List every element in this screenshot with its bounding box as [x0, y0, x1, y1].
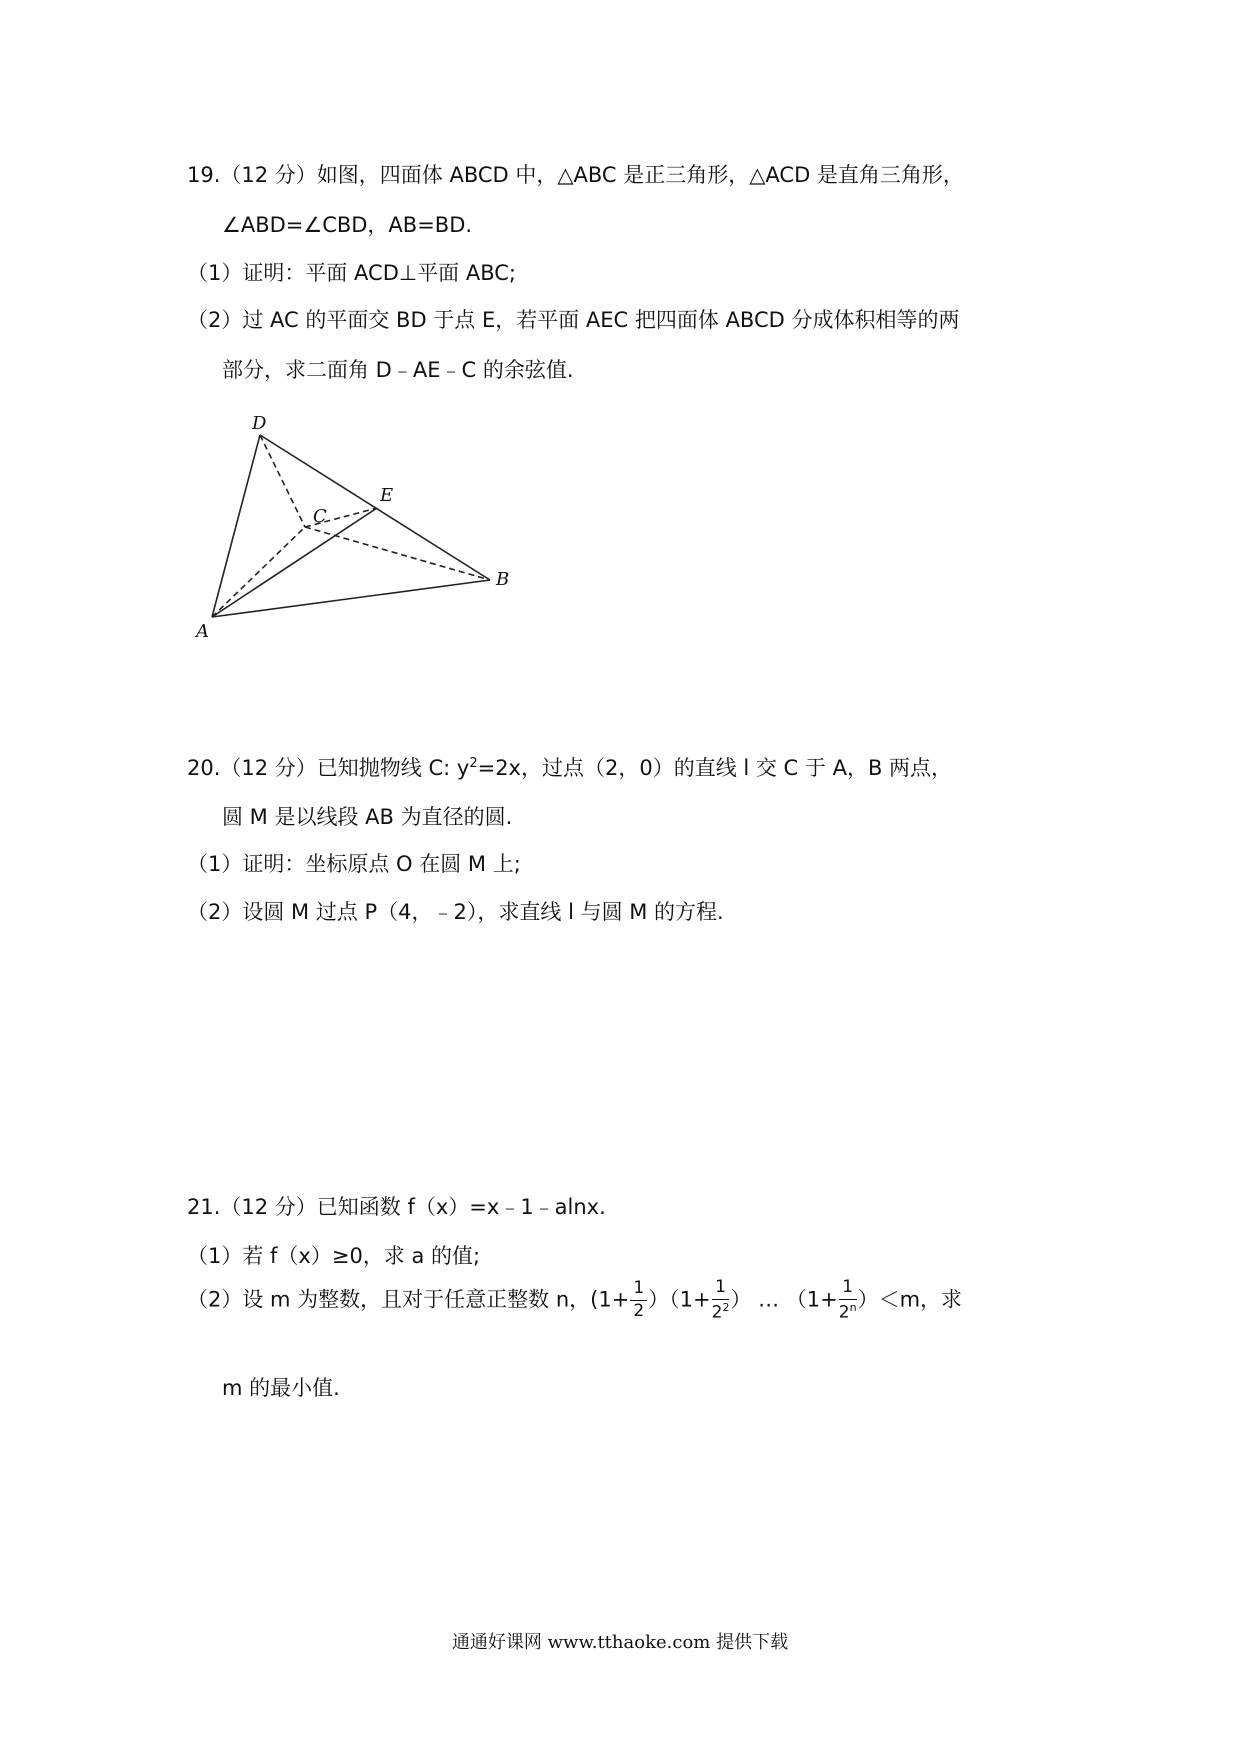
footer-source: 通通好课网 www.tthaoke.com 提供下载: [451, 1632, 789, 1653]
q20-stem-a: 20.（12 分）已知抛物线 C: y: [187, 756, 470, 780]
term1-open: (1+: [590, 1287, 630, 1312]
tetrahedron-figure: [180, 405, 540, 645]
q19-part1: （1）证明：平面 ACD⊥平面 ABC;: [187, 261, 516, 285]
q19-stem-cont: ∠ABD=∠CBD，AB=BD.: [222, 213, 473, 237]
q20-stem-sup: 2: [469, 756, 478, 771]
edge-db: [260, 435, 490, 580]
q21-part2-tail: ＜m，求: [878, 1287, 963, 1312]
q20-part1: （1）证明：坐标原点 O 在圆 M 上;: [187, 852, 521, 876]
q20-stem-b: =2x，过点（2，0）的直线 l 交 C 于 A，B 两点，: [477, 756, 953, 780]
edge-ab: [212, 580, 490, 617]
label-a: A: [196, 621, 209, 642]
q21-part1: （1）若 f（x）≥0，求 a 的值;: [187, 1244, 481, 1268]
fraction-1-over-2-power-n: $\frac{1}{2^n}$: [838, 1277, 857, 1323]
label-c: C: [313, 506, 327, 527]
label-b: B: [496, 569, 510, 590]
q19-stem: 19.（12 分）如图，四面体 ABCD 中，△ABC 是正三角形，△ACD 是直角三角形，: [187, 163, 964, 187]
label-d: D: [252, 413, 267, 434]
term3-close: ）: [857, 1287, 879, 1312]
edge-cb: [305, 527, 490, 580]
ellipsis: …: [751, 1287, 786, 1312]
q20-part2: （2）设圆 M 过点 P（4，﹣2），求直线 l 与圆 M 的方程.: [187, 900, 724, 924]
term2-open: （1+: [669, 1287, 711, 1312]
term2-close: ）: [730, 1287, 752, 1312]
q21-part2: [187, 1279, 962, 1322]
q21-stem: 21.（12 分）已知函数 f（x）=x﹣1﹣alnx.: [187, 1195, 606, 1219]
q20-stem: [187, 757, 952, 779]
q20-stem-cont: 圆 M 是以线段 AB 为直径的圆.: [222, 805, 513, 829]
term3-open: （1+: [785, 1287, 838, 1312]
fraction-1-over-2: $\frac{1}{2}$: [630, 1280, 647, 1321]
fraction-1-over-2-squared: $\frac{1}{2^2}$: [711, 1277, 730, 1323]
edge-ac: [212, 527, 305, 617]
q19-part2: （2）过 AC 的平面交 BD 于点 E，若平面 AEC 把四面体 ABCD 分成体积相等的两: [187, 308, 960, 332]
q21-part2-lead: （2）设 m 为整数，且对于任意正整数 n，: [187, 1287, 591, 1312]
label-e: E: [380, 485, 394, 506]
q19-part2-cont: 部分，求二面角 D﹣AE﹣C 的余弦值.: [222, 358, 574, 382]
q21-part2-cont: m 的最小值.: [222, 1376, 340, 1400]
term1-close: ）: [648, 1287, 670, 1312]
